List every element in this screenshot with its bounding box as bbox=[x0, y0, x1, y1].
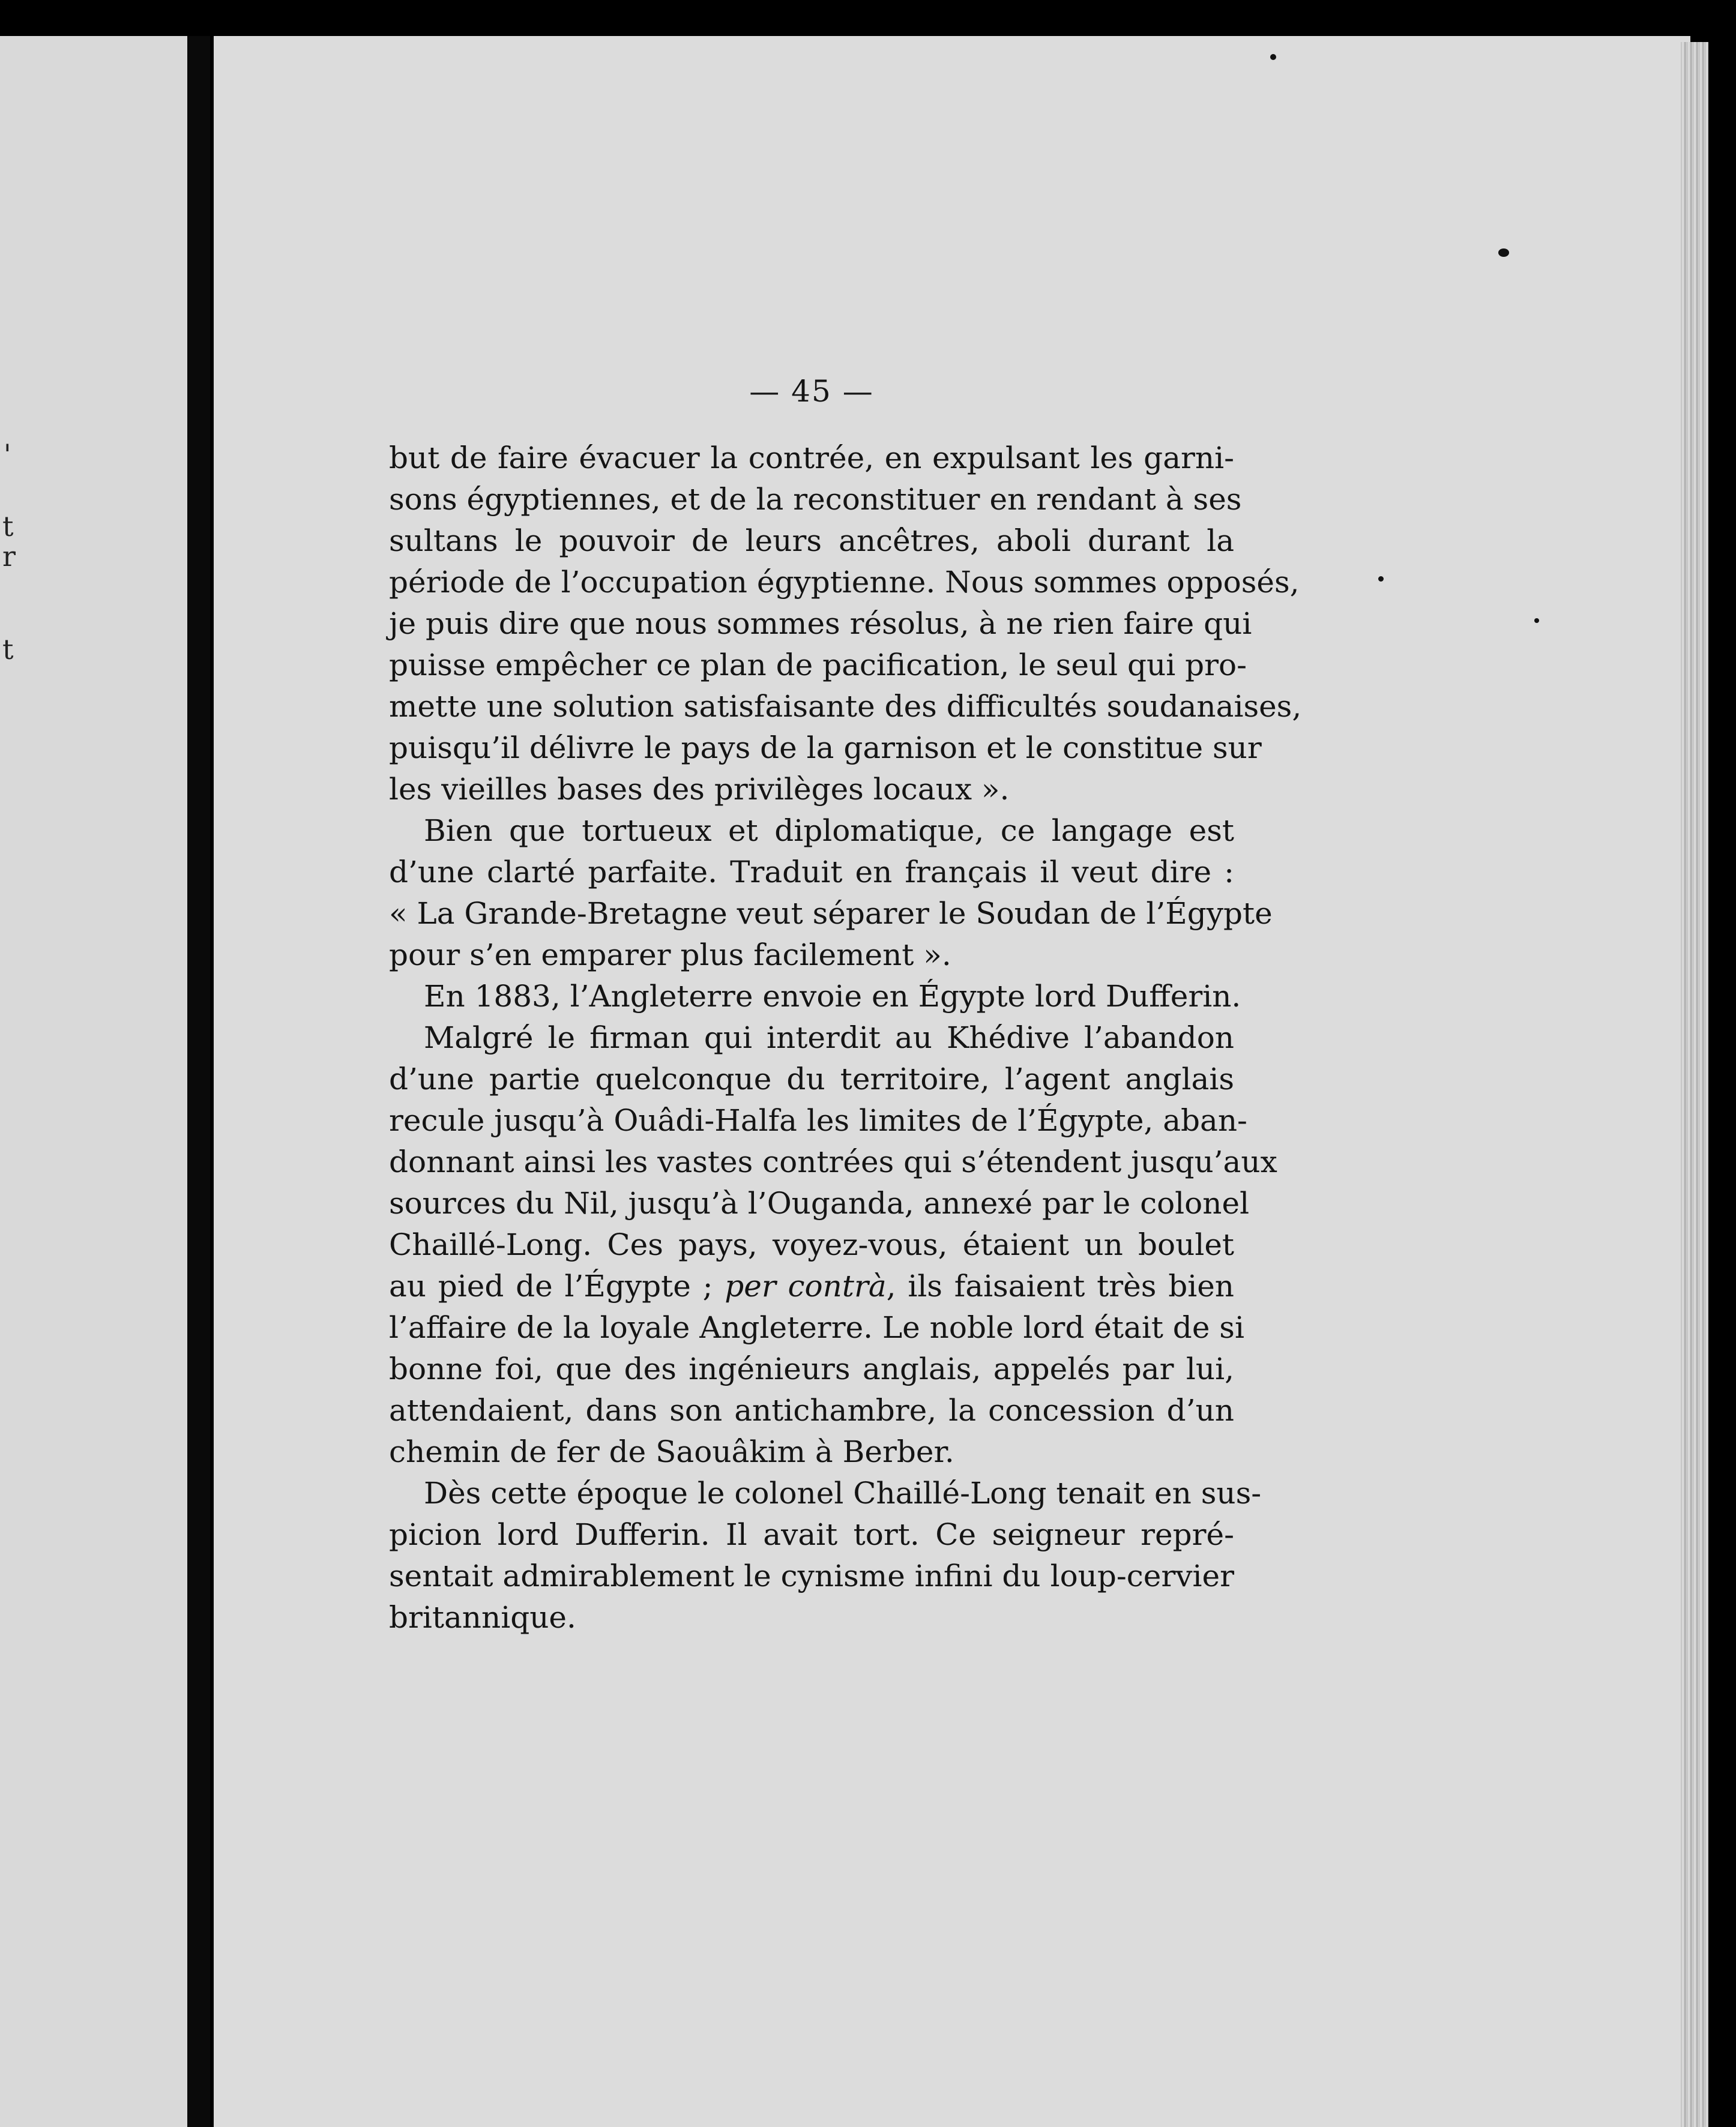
text-line: période de l’occupation égyptienne. Nous sommes opposés, bbox=[389, 565, 1300, 600]
paragraph-1 bbox=[389, 438, 1302, 810]
text-line: d’une clarté parfaite. Traduit en français il veut dire : bbox=[389, 855, 1234, 889]
paragraph-2 bbox=[389, 810, 1273, 976]
margin-mark: r bbox=[2, 540, 16, 573]
page-text bbox=[389, 371, 1302, 1638]
text-line: chemin de fer de Saouâkim à Berber. bbox=[389, 1434, 954, 1469]
text-line: l’affaire de la loyale Angleterre. Le noble lord était de si bbox=[389, 1310, 1244, 1345]
text-line: britannique. bbox=[389, 1600, 576, 1635]
paragraph-3 bbox=[389, 976, 1241, 1017]
ink-speck bbox=[1378, 576, 1384, 582]
text-line: d’une partie quelconque du territoire, l’agent anglais bbox=[389, 1062, 1234, 1097]
paragraph-5 bbox=[389, 1473, 1262, 1638]
text-line: bonne foi, que des ingénieurs anglais, appelés par lui, bbox=[389, 1352, 1234, 1386]
text-line: recule jusqu’à Ouâdi-Halfa les limites de l’Égypte, aban- bbox=[389, 1103, 1247, 1138]
text-line: donnant ainsi les vastes contrées qui s’étendent jusqu’aux bbox=[389, 1145, 1277, 1179]
text-line: « La Grande-Bretagne veut séparer le Soudan de l’Égypte bbox=[389, 896, 1273, 931]
ink-speck bbox=[1270, 54, 1276, 60]
text-line: puisse empêcher ce plan de pacification, le seul qui pro- bbox=[389, 648, 1247, 682]
text-line: mette une solution satisfaisante des difficultés soudanaises, bbox=[389, 689, 1302, 724]
text-line: but de faire évacuer la contrée, en expulsant les garni- bbox=[389, 441, 1234, 475]
italic-phrase: per contrà bbox=[725, 1269, 887, 1304]
text-line: sons égyptiennes, et de la reconstituer en rendant à ses bbox=[389, 482, 1242, 517]
page-number: — 45 — bbox=[749, 374, 874, 409]
text-fragment: au pied de l’Égypte ; bbox=[389, 1269, 725, 1304]
page-fore-edge bbox=[1681, 42, 1708, 2127]
text-line: sultans le pouvoir de leurs ancêtres, aboli durant la bbox=[389, 523, 1234, 558]
gutter-shadow bbox=[187, 36, 210, 2127]
left-page-fragment bbox=[0, 36, 192, 2127]
text-line: pour s’en emparer plus facilement ». bbox=[389, 937, 951, 972]
text-line: Malgré le firman qui interdit au Khédive l’abandon bbox=[424, 1020, 1234, 1055]
margin-mark: ' bbox=[4, 438, 11, 471]
paragraph-4 bbox=[389, 1017, 1277, 1473]
text-line: attendaient, dans son antichambre, la concession d’un bbox=[389, 1393, 1234, 1428]
margin-mark: t bbox=[2, 510, 14, 543]
text-line: les vieilles bases des privilèges locaux ». bbox=[389, 772, 1010, 807]
text-line: Chaillé-Long. Ces pays, voyez-vous, étaient un boulet bbox=[389, 1227, 1234, 1262]
margin-mark: t bbox=[2, 633, 14, 666]
text-line: sentait admirablement le cynisme infini du loup-cervier bbox=[389, 1559, 1234, 1593]
ink-speck bbox=[1498, 248, 1509, 257]
ink-speck bbox=[1534, 618, 1539, 623]
text-line-with-italic bbox=[389, 1266, 1234, 1307]
text-line: puisqu’il délivre le pays de la garnison et le constitue sur bbox=[389, 730, 1262, 765]
text-fragment: , ils faisaient très bien bbox=[886, 1269, 1234, 1304]
text-line: je puis dire que nous sommes résolus, à ne rien faire qui bbox=[389, 606, 1252, 641]
text-line: En 1883, l’Angleterre envoie en Égypte lord Dufferin. bbox=[424, 979, 1241, 1014]
text-line: Dès cette époque le colonel Chaillé-Long tenait en sus- bbox=[424, 1476, 1262, 1511]
text-line: sources du Nil, jusqu’à l’Ouganda, annexé par le colonel bbox=[389, 1186, 1250, 1221]
text-line: Bien que tortueux et diplomatique, ce langage est bbox=[424, 813, 1234, 848]
text-line: picion lord Dufferin. Il avait tort. Ce seigneur repré- bbox=[389, 1517, 1234, 1552]
